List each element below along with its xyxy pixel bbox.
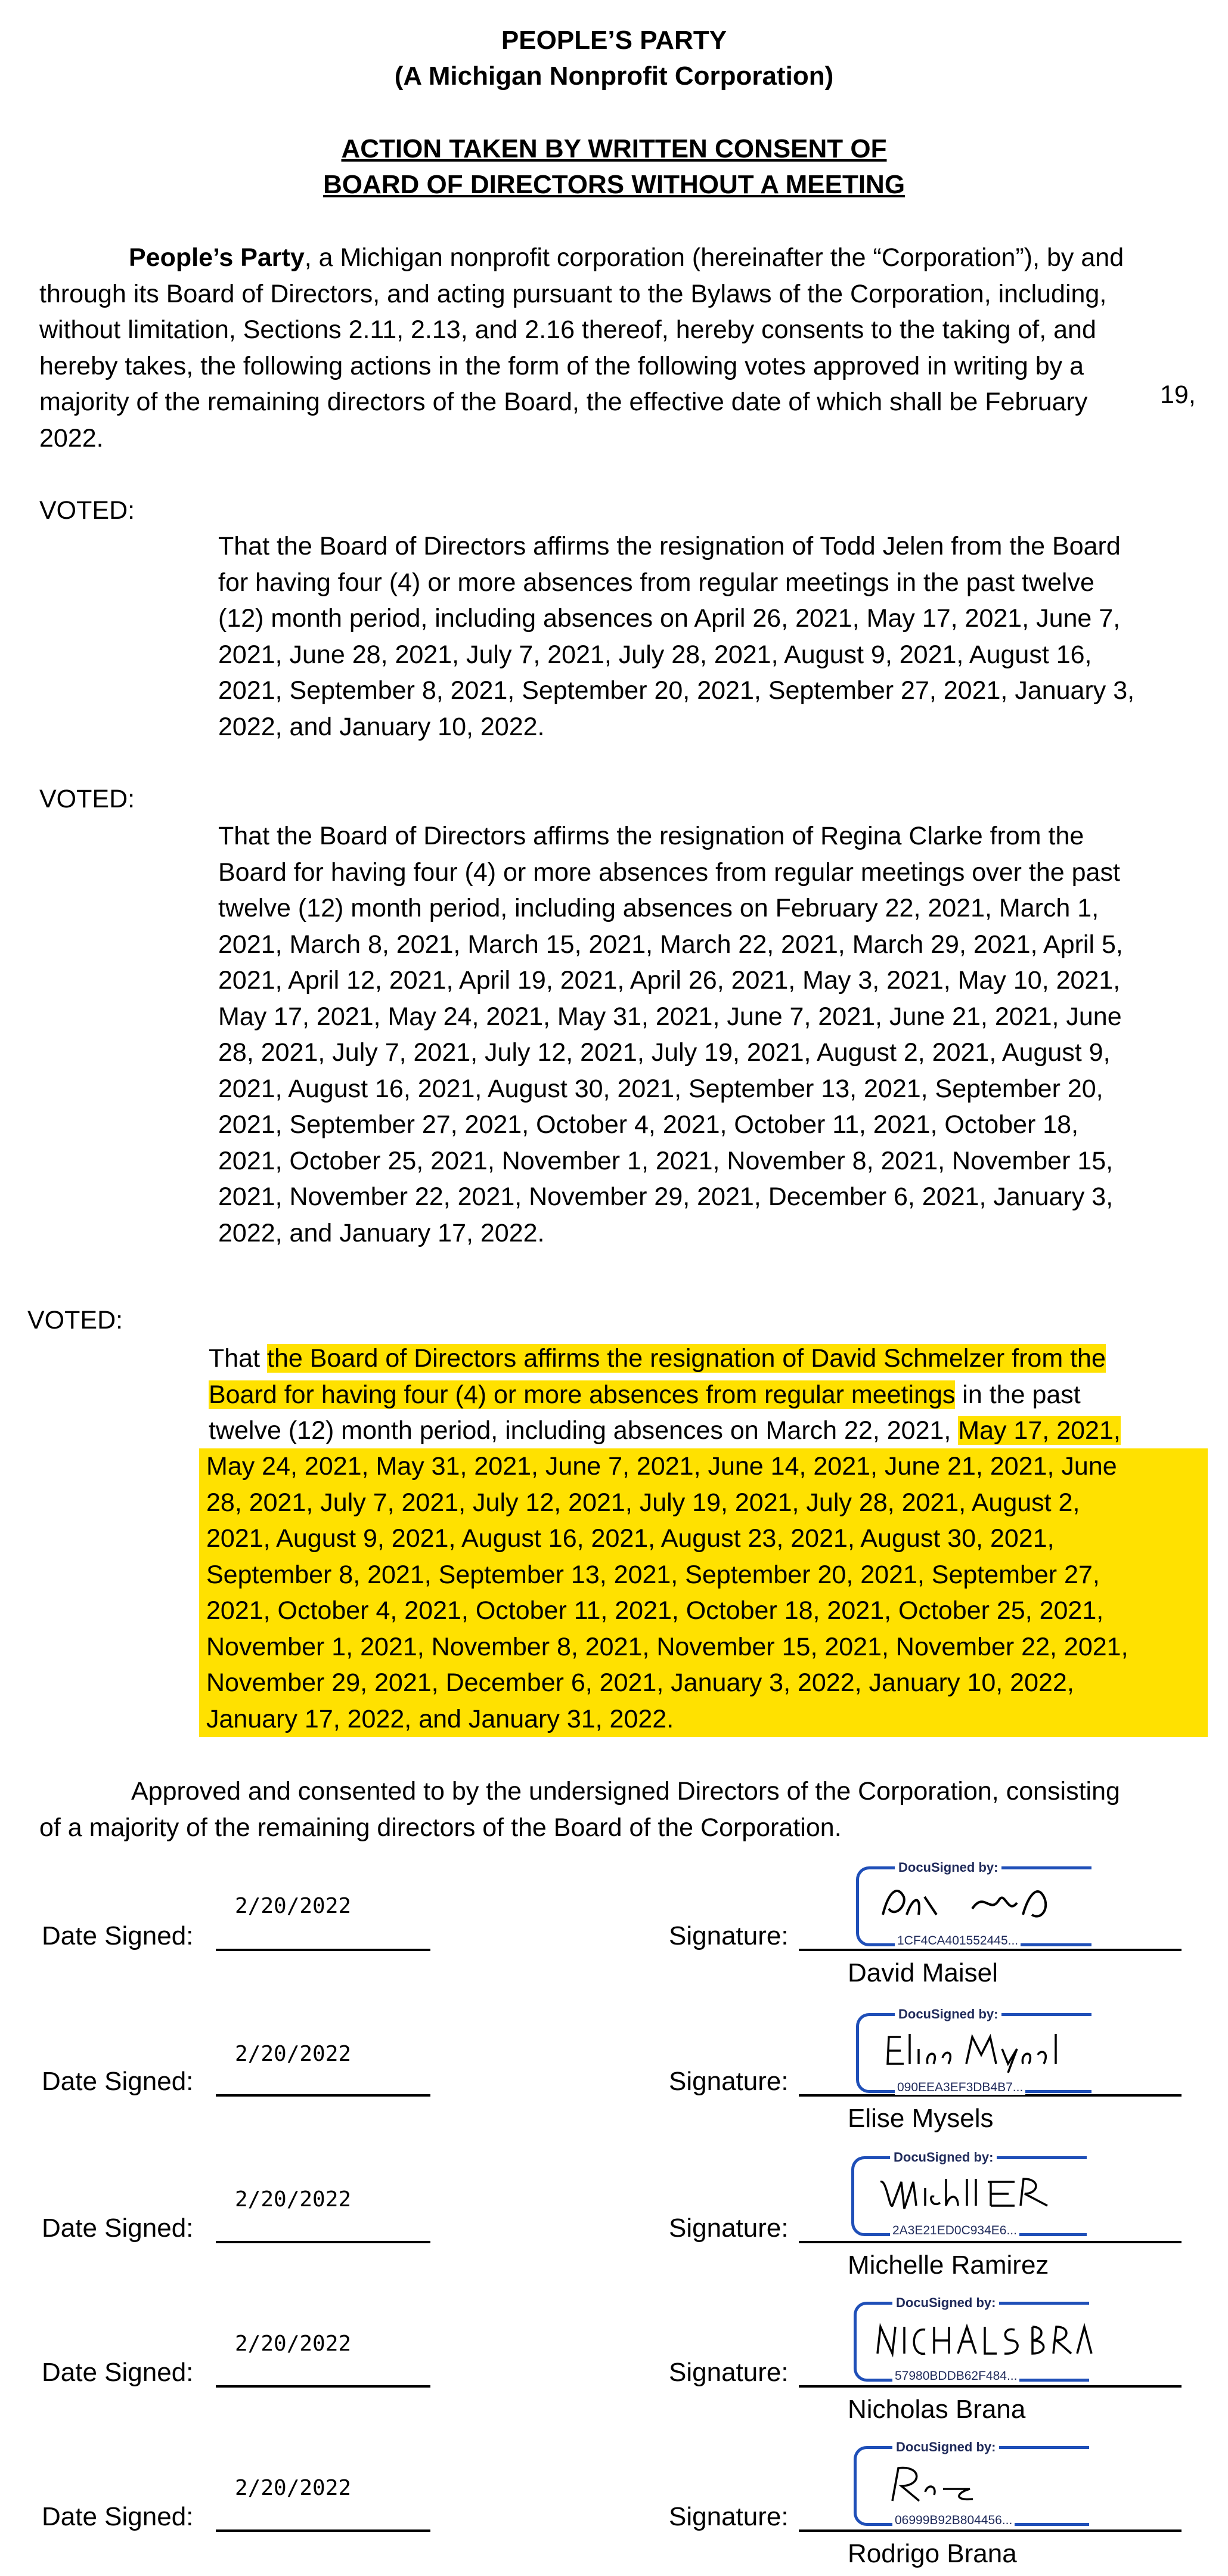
handwritten-signature — [875, 2456, 994, 2510]
date-line — [216, 2385, 430, 2388]
envelope-id: 06999B92B804456... — [892, 2513, 1015, 2528]
signature-label: Signature: — [669, 1921, 789, 1950]
signer-name: David Maisel — [848, 1958, 998, 1987]
intro-line: majority of the remaining directors of the Board, the effective date of which shall be February — [39, 388, 1088, 416]
signature-row — [0, 2284, 1228, 2427]
intro-line: 2022. — [39, 423, 104, 453]
signature-row — [0, 2140, 1228, 2283]
signature-row — [0, 1849, 1228, 1992]
vote-line: 28, 2021, July 7, 2021, July 12, 2021, July 19, 2021, August 2, 2021, August 9, — [218, 1038, 1111, 1067]
approval-paragraph — [39, 1773, 1220, 1846]
date-value: 2/20/2022 — [235, 2332, 352, 2356]
date-line — [216, 2094, 430, 2097]
vote-line: 2021, March 8, 2021, March 15, 2021, March 22, 2021, March 29, 2021, April 5, — [218, 930, 1123, 959]
vote-line: 2021, October 25, 2021, November 1, 2021, November 8, 2021, November 15, — [218, 1146, 1114, 1175]
docusign-header: DocuSigned by: — [892, 2439, 999, 2455]
vote-3-label: VOTED: — [27, 1306, 123, 1335]
date-label: Date Signed: — [42, 2502, 194, 2531]
signature-row — [0, 1994, 1228, 2137]
vote-line: That the Board of Directors affirms the resignation of Todd Jelen from the Board — [218, 532, 1121, 561]
date-line — [216, 2241, 430, 2243]
highlighted-text: May 17, 2021, — [958, 1416, 1121, 1445]
intro-line: hereby takes, the following actions in the form of the following votes approved in writing by a — [39, 351, 1084, 380]
date-line — [216, 1949, 430, 1951]
vote-line: 2021, September 8, 2021, September 20, 2021, September 27, 2021, January 3, — [218, 676, 1135, 705]
docusign-stamp — [856, 1860, 1091, 1948]
approval-line: Approved and consented to by the undersigned Directors of the Corporation, consisting — [131, 1777, 1120, 1806]
handwritten-signature — [877, 2022, 1068, 2076]
signer-name: Rodrigo Brana — [848, 2539, 1017, 2568]
action-title-line2: BOARD OF DIRECTORS WITHOUT A MEETING — [322, 170, 906, 199]
highlighted-line: November 29, 2021, December 6, 2021, January 3, 2022, January 10, 2022, — [206, 1668, 1074, 1697]
vote-line: May 17, 2021, May 24, 2021, May 31, 2021, June 7, 2021, June 21, 2021, June — [218, 1002, 1122, 1031]
highlighted-line: January 17, 2022, and January 31, 2022. — [206, 1704, 674, 1733]
docusign-stamp — [856, 2007, 1091, 2094]
vote-3-text — [209, 1340, 1222, 1449]
highlighted-text: Board for having four (4) or more absences from regular meetings — [209, 1380, 956, 1409]
vote-2-label: VOTED: — [39, 785, 135, 813]
vote-line: for having four (4) or more absences from regular meetings in the past twelve — [218, 568, 1094, 597]
highlighted-line: 2021, October 4, 2021, October 11, 2021, October 18, 2021, October 25, 2021, — [206, 1596, 1104, 1625]
highlighted-line: September 8, 2021, September 13, 2021, September 20, 2021, September 27, — [206, 1560, 1100, 1589]
vote-line: That — [209, 1344, 267, 1373]
docusign-stamp — [854, 2439, 1089, 2527]
vote-line: 2021, August 16, 2021, August 30, 2021, September 13, 2021, September 20, — [218, 1074, 1103, 1103]
vote-line: 2022, and January 10, 2022. — [218, 712, 545, 741]
signer-name: Nicholas Brana — [848, 2395, 1026, 2424]
approval-line: of a majority of the remaining directors of the Board of the Corporation. — [39, 1813, 842, 1842]
envelope-id: 090EEA3EF3DB4B7... — [895, 2080, 1025, 2095]
signer-name: Elise Mysels — [848, 2104, 994, 2133]
highlight-block — [199, 1448, 1208, 1737]
signature-line — [799, 1949, 1182, 1951]
org-name: PEOPLE’S PARTY — [501, 26, 727, 55]
date-label: Date Signed: — [42, 2067, 194, 2096]
docusign-header: DocuSigned by: — [892, 2295, 999, 2311]
vote-line: 2022, and January 17, 2022. — [218, 1218, 545, 1247]
signature-label: Signature: — [669, 2502, 789, 2531]
vote-1-label: VOTED: — [39, 496, 135, 525]
docusign-header: DocuSigned by: — [895, 2007, 1001, 2022]
signature-label: Signature: — [669, 2213, 789, 2243]
envelope-id: 1CF4CA401552445... — [895, 1934, 1021, 1948]
intro-paragraph — [39, 240, 1208, 456]
date-value: 2/20/2022 — [235, 2042, 352, 2066]
vote-line: twelve (12) month period, including absences on March 22, 2021, — [209, 1416, 959, 1445]
date-value: 2/20/2022 — [235, 1894, 352, 1918]
signature-line — [799, 2385, 1182, 2388]
docusign-stamp — [854, 2295, 1089, 2383]
vote-line: 2021, April 12, 2021, April 19, 2021, April 26, 2021, May 3, 2021, May 10, 2021, — [218, 966, 1121, 995]
date-label: Date Signed: — [42, 2213, 194, 2243]
highlighted-line: November 1, 2021, November 8, 2021, November 15, 2021, November 22, 2021, — [206, 1632, 1128, 1661]
date-value: 2/20/2022 — [235, 2187, 352, 2212]
vote-line: in the past — [955, 1380, 1081, 1409]
date-value: 2/20/2022 — [235, 2476, 352, 2500]
docusign-header: DocuSigned by: — [890, 2150, 997, 2165]
intro-line: without limitation, Sections 2.11, 2.13, and 2.16 thereof, hereby consents to the taking of, and — [39, 315, 1096, 344]
vote-line: That the Board of Directors affirms the resignation of Regina Clarke from the — [218, 822, 1084, 850]
party-name: People’s Party — [129, 243, 305, 272]
org-type: (A Michigan Nonprofit Corporation) — [394, 61, 834, 91]
vote-line: (12) month period, including absences on April 26, 2021, May 17, 2021, June 7, — [218, 604, 1121, 633]
signature-line — [799, 2241, 1182, 2243]
handwritten-signature — [869, 2164, 1095, 2224]
effective-day: 19, — [1160, 380, 1196, 409]
envelope-id: 2A3E21ED0C934E6... — [890, 2224, 1019, 2238]
docusign-header: DocuSigned by: — [895, 1860, 1001, 1875]
date-line — [216, 2529, 430, 2532]
handwritten-signature — [871, 1873, 1097, 1933]
action-title-line1: ACTION TAKEN BY WRITTEN CONSENT OF — [341, 134, 887, 163]
highlighted-line: May 24, 2021, May 31, 2021, June 7, 2021, June 14, 2021, June 21, 2021, June — [206, 1452, 1117, 1481]
signature-label: Signature: — [669, 2358, 789, 2387]
vote-line: 2021, September 27, 2021, October 4, 2021, October 11, 2021, October 18, — [218, 1110, 1079, 1139]
date-label: Date Signed: — [42, 2358, 194, 2387]
vote-line: 2021, June 28, 2021, July 7, 2021, July 28, 2021, August 9, 2021, August 16, — [218, 640, 1092, 669]
highlighted-line: 28, 2021, July 7, 2021, July 12, 2021, July 19, 2021, July 28, 2021, August 2, — [206, 1488, 1080, 1517]
vote-1-text — [218, 528, 1220, 745]
signature-row — [0, 2428, 1228, 2576]
vote-line: twelve (12) month period, including absences on February 22, 2021, March 1, — [218, 894, 1099, 922]
handwritten-signature — [869, 2312, 1095, 2366]
vote-line: Board for having four (4) or more absences from regular meetings over the past — [218, 857, 1120, 887]
docusign-stamp — [851, 2150, 1087, 2237]
intro-line: , a Michigan nonprofit corporation (hereinafter the “Corporation”), by and — [304, 243, 1124, 272]
date-label: Date Signed: — [42, 1921, 194, 1950]
signature-line — [799, 2529, 1182, 2532]
signer-name: Michelle Ramirez — [848, 2250, 1049, 2280]
intro-line: through its Board of Directors, and acting pursuant to the Bylaws of the Corporation, including, — [39, 279, 1107, 308]
vote-line: 2021, November 22, 2021, November 29, 2021, December 6, 2021, January 3, — [218, 1182, 1114, 1211]
vote-2-text — [218, 818, 1220, 1251]
highlighted-line: 2021, August 9, 2021, August 16, 2021, August 23, 2021, August 30, 2021, — [206, 1524, 1055, 1553]
signature-label: Signature: — [669, 2067, 789, 2096]
envelope-id: 57980BDDB62F484... — [892, 2369, 1019, 2383]
highlighted-text: the Board of Directors affirms the resignation of David Schmelzer from the — [267, 1344, 1106, 1373]
